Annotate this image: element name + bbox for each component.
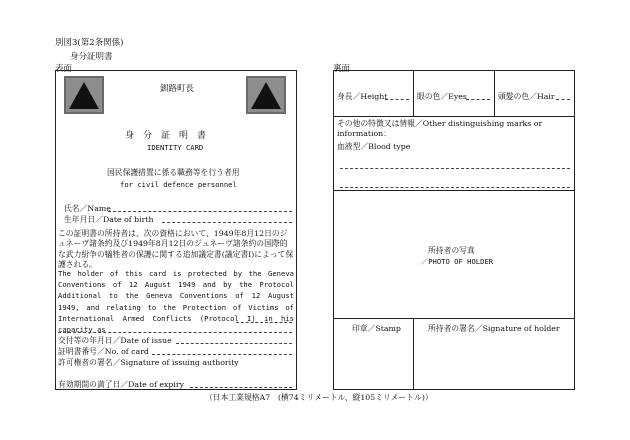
issuing-authority-label: 許可権者の署名／Signature of issuing authority — [58, 358, 239, 367]
protection-statement-en: The holder of this card is protected by the Geneva Conventions of 12 August 1949 and by the Protocol Additional to the Geneva Conventions of 12 August 1949, and relating to the Protection of Victims of International Armed Conflicts (Protocol I) in his capacity as — [58, 269, 294, 335]
form-reference: 別図3(第2条関係) — [55, 38, 124, 48]
height-field-line — [385, 99, 409, 100]
eyes-field-label: 眼の色／Eyes — [417, 92, 467, 101]
civil-defence-emblem-icon — [246, 76, 286, 114]
expiry-date-label: 有効期間の満了日／Date of expiry — [58, 380, 184, 389]
size-spec-note: （日本工業規格A7 (横74ミリメートル、縦105ミリメートル)） — [205, 393, 433, 402]
dob-field-label: 生年月日／Date of birth — [64, 215, 154, 224]
eyes-field-line — [466, 99, 490, 100]
dob-field-line — [162, 222, 292, 223]
expiry-date-line — [190, 387, 292, 388]
stamp-label: 印章／Stamp — [352, 324, 401, 333]
marks-line — [340, 168, 570, 169]
holder-signature-label: 所持者の署名／Signature of holder — [428, 324, 560, 333]
distinguishing-marks-label: その他の特徴又は情報／Other distinguishing marks or information： — [337, 119, 543, 139]
name-field-label: 氏名／Name — [64, 204, 111, 213]
height-field-label: 身長／Height — [337, 92, 388, 101]
card-number-line — [152, 354, 292, 355]
card-number-label: 証明書番号／No. of card — [58, 347, 149, 356]
hair-field-line — [556, 99, 570, 100]
divider — [333, 190, 575, 191]
back-side-label: 裏面 — [333, 64, 351, 74]
photo-label-en: ／PHOTO OF HOLDER — [421, 257, 494, 266]
divider — [413, 318, 414, 390]
front-side-label: 表面 — [55, 64, 73, 74]
back-card — [333, 70, 575, 390]
capacity-line-2 — [58, 332, 292, 333]
divider — [333, 318, 575, 319]
hair-field-label: 頭髪の色／Hair — [498, 92, 555, 101]
civil-defence-emblem-icon — [64, 76, 104, 114]
issue-date-line — [176, 343, 292, 344]
issue-date-label: 交付等の年月日／Date of issue — [58, 336, 172, 345]
divider — [413, 70, 414, 116]
purpose-jp: 国民保護措置に係る職務等を行う者用 — [107, 168, 240, 177]
blood-type-label: 血液型／Blood type — [337, 142, 411, 151]
name-field-line — [108, 211, 292, 212]
marks-line — [340, 187, 570, 188]
form-title: 身分証明書 — [70, 52, 113, 62]
protection-statement-jp: この証明書の所持者は、次の資格において、1949年8月12日のジュネーヴ諸条約及び1949年8月12日のジュネーヴ諸条約の国際的な武力紛争の犠牲者の保護に関する追加議定書(議定書I)によって保護される。 — [58, 229, 294, 270]
divider — [333, 116, 575, 117]
issuer-name: 釧路町長 — [160, 84, 195, 94]
divider — [494, 70, 495, 116]
purpose-en: for civil defence personnel — [120, 180, 237, 189]
card-title-jp: 身 分 証 明 書 — [125, 131, 207, 141]
card-title-en: IDENTITY CARD — [147, 143, 204, 152]
photo-label-jp: 所持者の写真 — [428, 246, 475, 255]
capacity-line — [236, 322, 292, 323]
